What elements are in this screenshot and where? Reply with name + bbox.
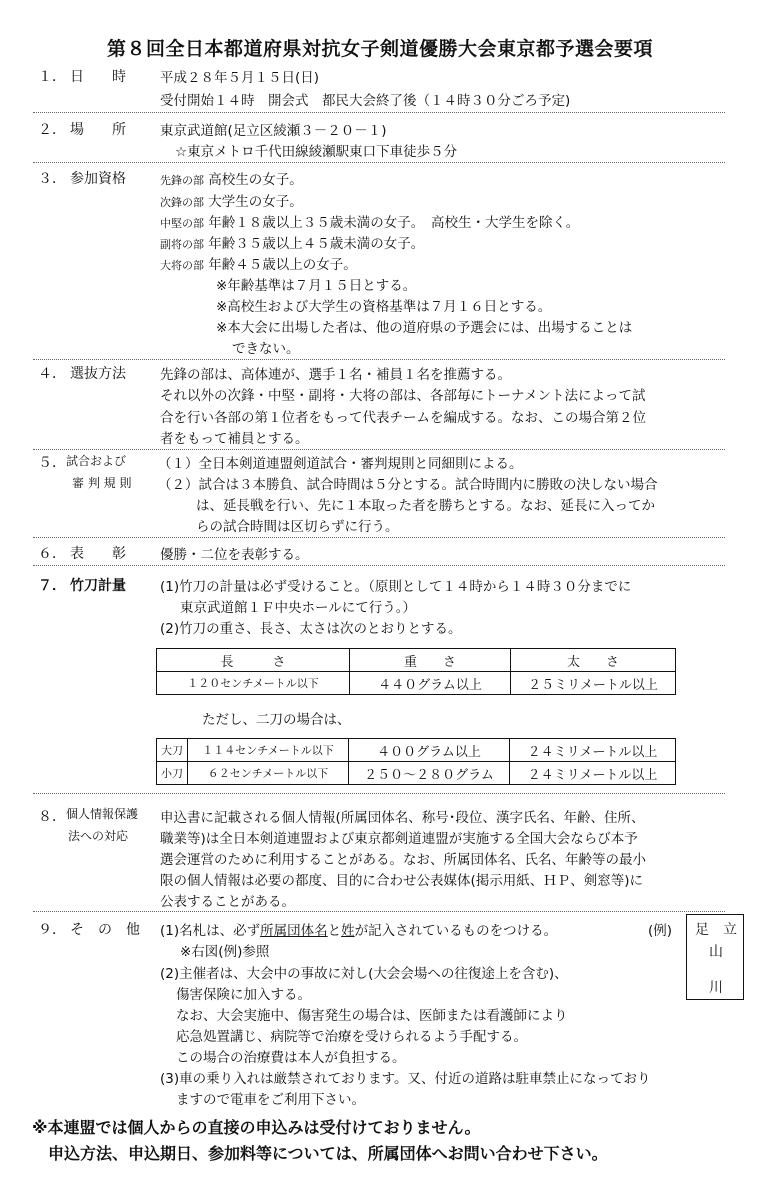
privacy-line: 申込書に記載される個人情報(所属団体名、称号･段位、漢字氏名、年齢、住所、 xyxy=(160,810,645,826)
table-cell: 大刀 xyxy=(157,739,188,762)
rule-line: （２）試合は３本勝負、試合時間は５分とする。試合時間内に勝敗の決しない場合 xyxy=(158,477,658,493)
eligibility-row xyxy=(160,190,303,210)
table-header: 重 さ xyxy=(350,649,511,672)
nito-note: ただし、二刀の場合は、 xyxy=(202,712,351,728)
table-cell: １１４センチメートル以下 xyxy=(188,739,349,762)
eligibility-row xyxy=(160,253,357,273)
date-line: 平成２８年５月１５日(日) xyxy=(160,70,320,86)
notice-line: 申込方法、申込期日、参加料等については、所属団体へお問い合わせ下さい。 xyxy=(48,1144,608,1163)
eligibility-text: 高校生の女子。 xyxy=(208,172,303,188)
divider xyxy=(33,162,725,163)
award-line: 優勝・二位を表彰する。 xyxy=(160,547,309,563)
nametag-text: が記入されているものをつける。 xyxy=(354,923,558,939)
table-cell: ２４ミリメートル以上 xyxy=(510,739,676,762)
section-number: ６． xyxy=(38,546,66,562)
table-cell: ４４０グラム以上 xyxy=(350,672,511,695)
eligibility-text: 大学生の女子。 xyxy=(208,194,303,210)
rule-line: （１）全日本剣道連盟剣道試合・審判規則と同細則による。 xyxy=(158,456,523,472)
position-label: 次鋒の部 xyxy=(160,196,204,209)
divider xyxy=(33,911,725,912)
section-label: 竹刀計量 xyxy=(70,578,126,594)
section-number: ７． xyxy=(38,578,66,594)
table-cell: １２０センチメートル以下 xyxy=(157,672,350,695)
nametag-emphasis: 所属団体名 xyxy=(260,923,328,939)
privacy-line: 限の個人情報は必要の都度、目的に合わせ公表媒体(掲示用紙、ＨＰ、剣窓等)に xyxy=(160,873,644,889)
notice-line: ※本連盟では個人からの直接の申込みは受付けておりません。 xyxy=(32,1118,481,1137)
section-number: ４． xyxy=(38,366,66,382)
table-header: 長 さ xyxy=(157,649,350,672)
nametag-text: (1)名札は、必ず xyxy=(160,923,261,939)
privacy-line: 職業等)は全日本剣道連盟および東京都剣道連盟が実施する全国大会ならび本予 xyxy=(160,831,638,847)
table-cell: ６２センチメートル以下 xyxy=(188,762,349,785)
section-number: ３． xyxy=(38,171,66,187)
other-line: 傷害保険に加入する。 xyxy=(176,987,311,1003)
shinai-line: (2)竹刀の重さ、長さ、太さは次のとおりとする。 xyxy=(160,621,462,637)
eligibility-row xyxy=(160,211,579,231)
section-label: そ の 他 xyxy=(70,922,140,938)
note-line: ※本大会に出場した者は、他の道府県の予選会には、出場することは xyxy=(216,320,633,336)
divider xyxy=(33,793,725,794)
section-label: 日 時 xyxy=(70,69,126,85)
example-label: (例) xyxy=(648,923,673,939)
nametag-emphasis: 姓 xyxy=(341,923,355,939)
other-line: なお、大会実施中、傷害発生の場合は、医師または看護師により xyxy=(176,1008,568,1024)
reception-line: 受付開始１４時 開会式 都民大会終了後（１４時３０分ごろ予定) xyxy=(160,93,571,109)
table-cell: 小刀 xyxy=(157,762,188,785)
section-number: ９． xyxy=(38,922,66,938)
table-cell: ２５ミリメートル以上 xyxy=(511,672,676,695)
position-label: 大将の部 xyxy=(160,259,204,272)
section-number: ５． xyxy=(38,455,66,471)
shinai-line: (1)竹刀の計量は必ず受けること。（原則として１４時から１４時３０分までに xyxy=(160,579,632,595)
divider xyxy=(33,449,725,450)
position-label: 副将の部 xyxy=(160,238,204,251)
section-label: 試合および xyxy=(66,454,127,468)
rule-line: らの試合時間は区切らずに行う。 xyxy=(196,519,399,535)
position-label: 先鋒の部 xyxy=(160,174,204,187)
table-header: 太 さ xyxy=(511,649,676,672)
other-line: この場合の治療費は本人が負担する。 xyxy=(176,1050,406,1066)
divider xyxy=(33,565,725,566)
divider xyxy=(33,537,725,538)
selection-line: 先鋒の部は、高体連が、選手１名・補員１名を推薦する。 xyxy=(160,367,511,383)
table-cell: ２４ミリメートル以上 xyxy=(510,762,676,785)
shinai-spec-table xyxy=(156,648,676,695)
section-label: 表 彰 xyxy=(70,546,126,562)
table-cell: ４００グラム以上 xyxy=(349,739,510,762)
rule-line: は、延長戦を行い、先に１本取った者を勝ちとする。なお、延長に入ってか xyxy=(196,498,655,514)
eligibility-text: 年齢１８歳以上３５歳未満の女子。 高校生・大学生を除く。 xyxy=(208,215,580,231)
nametag-example xyxy=(686,914,744,1000)
section-label: 法への対応 xyxy=(68,829,129,843)
other-line: ※右図(例)参照 xyxy=(180,944,270,960)
section-number: ２． xyxy=(38,122,66,138)
privacy-line: 選会運営のために利用することがある。なお、所属団体名、氏名、年齢等の最小 xyxy=(160,852,646,868)
selection-line: 者をもって補員とする。 xyxy=(160,431,309,447)
note-line: ※高校生および大学生の資格基準は７月１６日とする。 xyxy=(216,299,552,315)
nametag-line xyxy=(160,919,557,939)
section-label: 場 所 xyxy=(70,122,126,138)
shinai-line: 東京武道館１Ｆ中央ホールにて行う。） xyxy=(180,600,416,616)
section-label: 個人情報保護 xyxy=(66,807,139,821)
example-char: 山 xyxy=(709,944,723,960)
other-line: (2)主催者は、大会中の事故に対し(大会会場への往復途上を含む)、 xyxy=(160,966,568,982)
position-label: 中堅の部 xyxy=(160,217,204,230)
selection-line: 合を行い各部の第１位者をもって代表チームを編成する。なお、この場合第２位 xyxy=(160,410,646,426)
divider xyxy=(33,359,725,360)
privacy-line: 公表することがある。 xyxy=(160,894,295,910)
eligibility-text: 年齢４５歳以上の女子。 xyxy=(208,257,357,273)
section-label: 審 判 規 則 xyxy=(72,476,132,490)
table-cell: ２５０～２８０グラム xyxy=(349,762,510,785)
example-char: 足 xyxy=(695,922,709,938)
eligibility-row xyxy=(160,168,303,188)
access-line: ☆東京メトロ千代田線綾瀬駅東口下車徒歩５分 xyxy=(175,144,458,160)
selection-line: それ以外の次鋒・中堅・副将・大将の部は、各部毎にトーナメント法によって試 xyxy=(160,388,646,404)
example-char: 川 xyxy=(709,980,723,996)
section-number: １． xyxy=(38,69,66,85)
venue-line: 東京武道館(足立区綾瀬３－２０－１) xyxy=(160,123,387,139)
eligibility-row xyxy=(160,232,424,252)
example-char: 立 xyxy=(723,922,737,938)
nito-spec-table xyxy=(156,738,676,785)
divider xyxy=(33,112,725,113)
section-label: 参加資格 xyxy=(70,171,126,187)
other-line: 応急処置講じ、病院等で治療を受けられるよう手配する。 xyxy=(176,1029,527,1045)
section-number: ８． xyxy=(38,809,66,825)
other-line: ますので電車をご利用下さい。 xyxy=(176,1092,365,1108)
section-label: 選抜方法 xyxy=(70,366,126,382)
other-line: (3)車の乗り入れは厳禁されております。又、付近の道路は駐車禁止になっており xyxy=(160,1071,651,1087)
eligibility-text: 年齢３５歳以上４５歳未満の女子。 xyxy=(208,236,425,252)
nametag-text: と xyxy=(327,923,342,939)
note-line: ※年齢基準は７月１５日とする。 xyxy=(216,278,417,294)
note-line: できない。 xyxy=(232,341,300,357)
page-title: 第８回全日本都道府県対抗女子剣道優勝大会東京都予選会要項 xyxy=(106,38,653,60)
